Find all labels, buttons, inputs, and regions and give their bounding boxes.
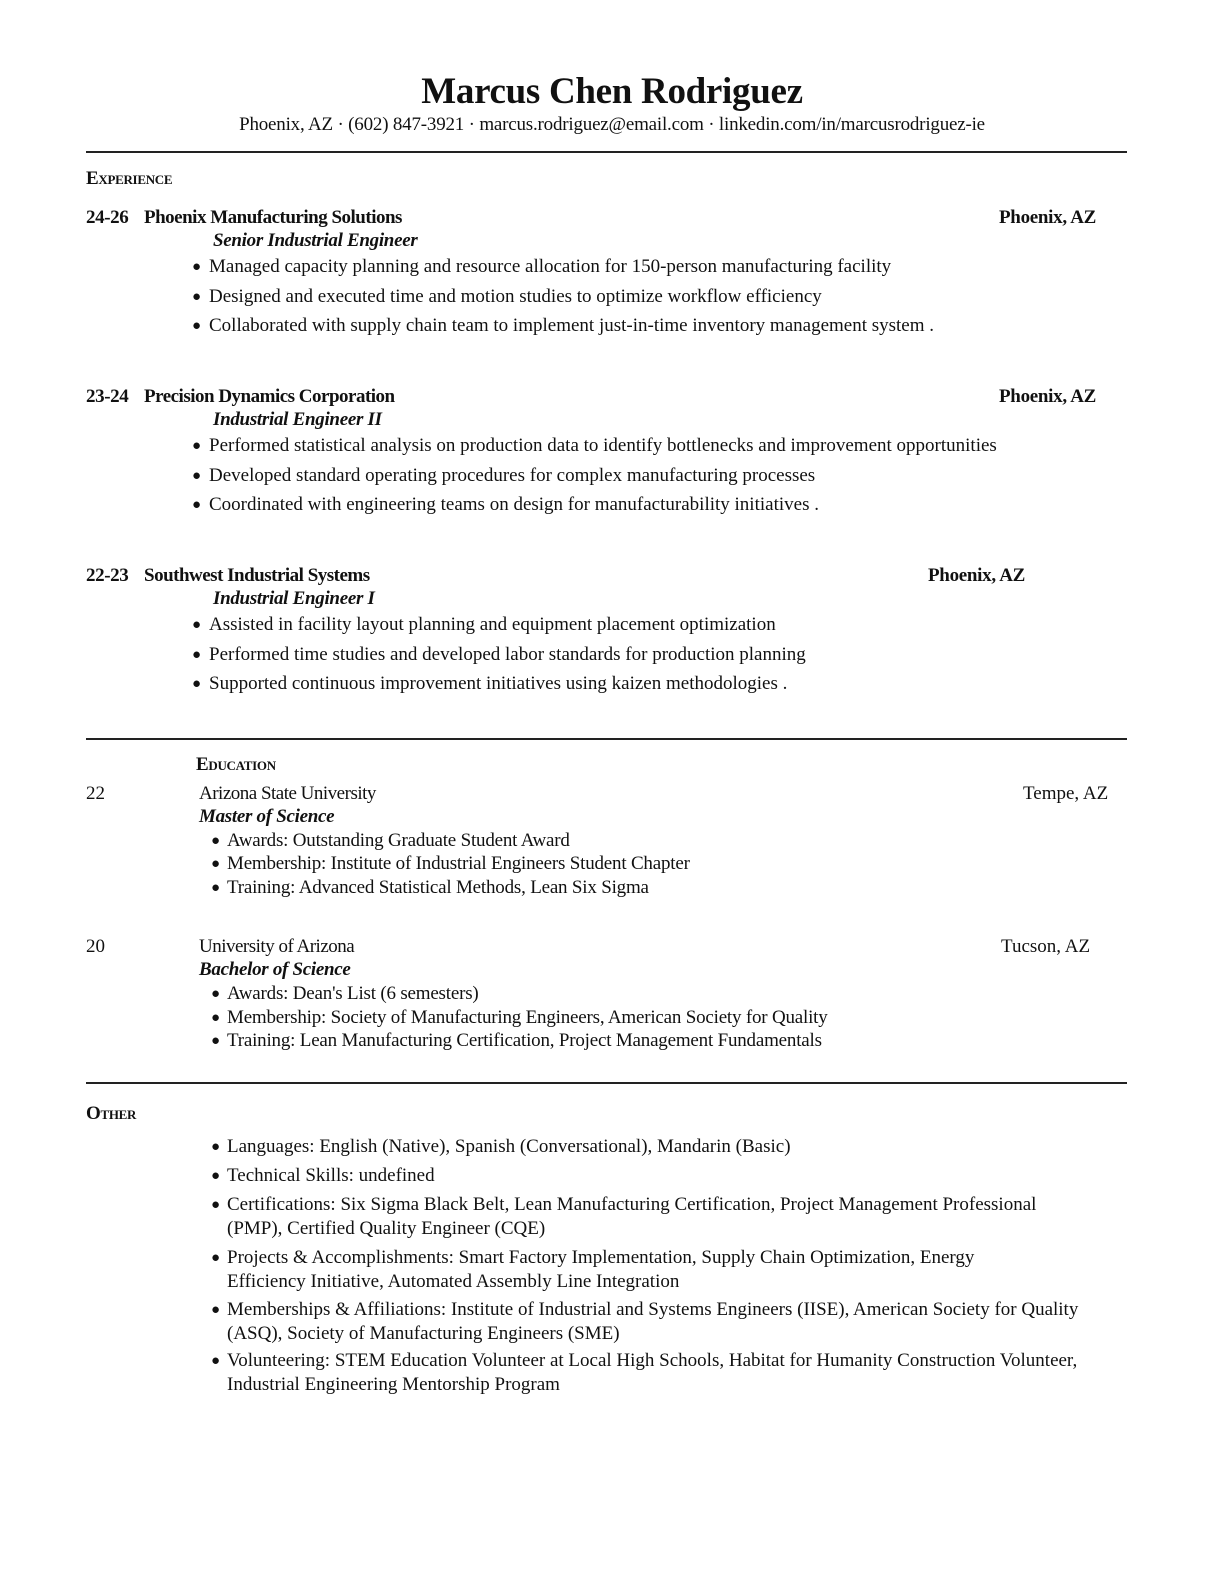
job-location: Phoenix, AZ	[999, 386, 1096, 407]
other-bullet-technical-skills: ● Technical Skills: undefined	[211, 1165, 435, 1186]
job-bullet: ● Performed statistical analysis on production data to identify bottlenecks and improvement opportunities	[192, 435, 997, 456]
experience-divider	[86, 738, 1127, 740]
education-bullet: ● Awards: Dean's List (6 semesters)	[211, 983, 479, 1004]
section-title-other: Other	[86, 1103, 137, 1124]
job-bullet: ● Assisted in facility layout planning and equipment placement optimization	[192, 614, 776, 635]
job-location: Phoenix, AZ	[928, 565, 1025, 586]
education-year: 20	[86, 936, 105, 957]
resume-name: Marcus Chen Rodriguez	[421, 71, 803, 112]
bullet-icon: ●	[211, 1033, 220, 1049]
bullet-icon: ●	[192, 468, 202, 484]
contact-line: Phoenix, AZ · (602) 847-3921 · marcus.rodriguez@email.com · linkedin.com/in/marcusrodriguez-ie	[239, 114, 985, 135]
section-title-education: Education	[196, 754, 276, 775]
bullet-icon: ●	[211, 1302, 221, 1318]
bullet-icon: ●	[211, 1353, 221, 1369]
other-bullet-certifications: ● Certifications: Six Sigma Black Belt, Lean Manufacturing Certification, Project Management Professional (PMP), Certified Quality Engineer (CQE)	[211, 1194, 1037, 1239]
other-bullet-languages: ● Languages: English (Native), Spanish (Conversational), Mandarin (Basic)	[211, 1136, 791, 1157]
job-bullet: ● Collaborated with supply chain team to implement just-in-time inventory management system .	[192, 315, 935, 336]
bullet-icon: ●	[211, 1168, 221, 1184]
job-dates: 23-24	[86, 386, 129, 407]
bullet-icon: ●	[211, 1197, 221, 1213]
job-bullet: ● Performed time studies and developed labor standards for production planning	[192, 644, 806, 665]
education-school: University of Arizona	[199, 936, 355, 957]
job-title: Senior Industrial Engineer	[213, 230, 418, 251]
bullet-icon: ●	[211, 1250, 221, 1266]
job-bullet: ● Managed capacity planning and resource allocation for 150-person manufacturing facility	[192, 256, 892, 277]
bullet-icon: ●	[192, 438, 202, 454]
job-bullet: ● Supported continuous improvement initiatives using kaizen methodologies .	[192, 673, 788, 694]
bullet-icon: ●	[211, 986, 220, 1002]
job-location: Phoenix, AZ	[999, 207, 1096, 228]
bullet-icon: ●	[211, 1010, 220, 1026]
header-divider	[86, 151, 1127, 153]
job-company: Southwest Industrial Systems	[144, 565, 370, 586]
bullet-icon: ●	[211, 880, 220, 896]
section-title-experience: Experience	[86, 168, 173, 189]
education-bullet: ● Membership: Society of Manufacturing Engineers, American Society for Quality	[211, 1007, 828, 1028]
job-title: Industrial Engineer I	[213, 588, 375, 609]
other-bullet-memberships: ● Memberships & Affiliations: Institute of Industrial and Systems Engineers (IISE), American Society for Quality (ASQ), Society of Manufacturing Engineers (SME)	[211, 1299, 1079, 1344]
job-bullet: ● Coordinated with engineering teams on design for manufacturability initiatives .	[192, 494, 819, 515]
bullet-icon: ●	[192, 647, 202, 663]
education-location: Tucson, AZ	[1001, 936, 1091, 957]
job-company: Phoenix Manufacturing Solutions	[144, 207, 402, 228]
bullet-icon: ●	[192, 676, 202, 692]
job-dates: 22-23	[86, 565, 129, 586]
job-company: Precision Dynamics Corporation	[144, 386, 395, 407]
education-school: Arizona State University	[199, 783, 376, 804]
job-dates: 24-26	[86, 207, 129, 228]
job-bullet: ● Developed standard operating procedures for complex manufacturing processes	[192, 465, 816, 486]
education-location: Tempe, AZ	[1023, 783, 1109, 804]
bullet-icon: ●	[192, 497, 202, 513]
bullet-icon: ●	[192, 289, 202, 305]
education-bullet: ● Membership: Institute of Industrial Engineers Student Chapter	[211, 853, 690, 874]
education-bullet: ● Training: Advanced Statistical Methods, Lean Six Sigma	[211, 877, 649, 898]
education-divider	[86, 1082, 1127, 1084]
education-degree: Bachelor of Science	[199, 959, 351, 980]
bullet-icon: ●	[192, 318, 202, 334]
education-year: 22	[86, 783, 105, 804]
education-bullet: ● Training: Lean Manufacturing Certification, Project Management Fundamentals	[211, 1030, 822, 1051]
bullet-icon: ●	[211, 856, 220, 872]
bullet-icon: ●	[192, 259, 202, 275]
bullet-icon: ●	[211, 833, 220, 849]
bullet-icon: ●	[192, 617, 202, 633]
education-bullet: ● Awards: Outstanding Graduate Student Award	[211, 830, 570, 851]
other-bullet-volunteering: ● Volunteering: STEM Education Volunteer at Local High Schools, Habitat for Humanity Construction Volunteer, Industrial Engineering Mentorship Program	[211, 1350, 1078, 1395]
job-title: Industrial Engineer II	[213, 409, 382, 430]
other-bullet-projects: ● Projects & Accomplishments: Smart Factory Implementation, Supply Chain Optimization, Energy Efficiency Initiative, Automated Assembly Line Integration	[211, 1247, 975, 1292]
job-bullet: ● Designed and executed time and motion studies to optimize workflow efficiency	[192, 286, 822, 307]
bullet-icon: ●	[211, 1139, 221, 1155]
education-degree: Master of Science	[199, 806, 335, 827]
